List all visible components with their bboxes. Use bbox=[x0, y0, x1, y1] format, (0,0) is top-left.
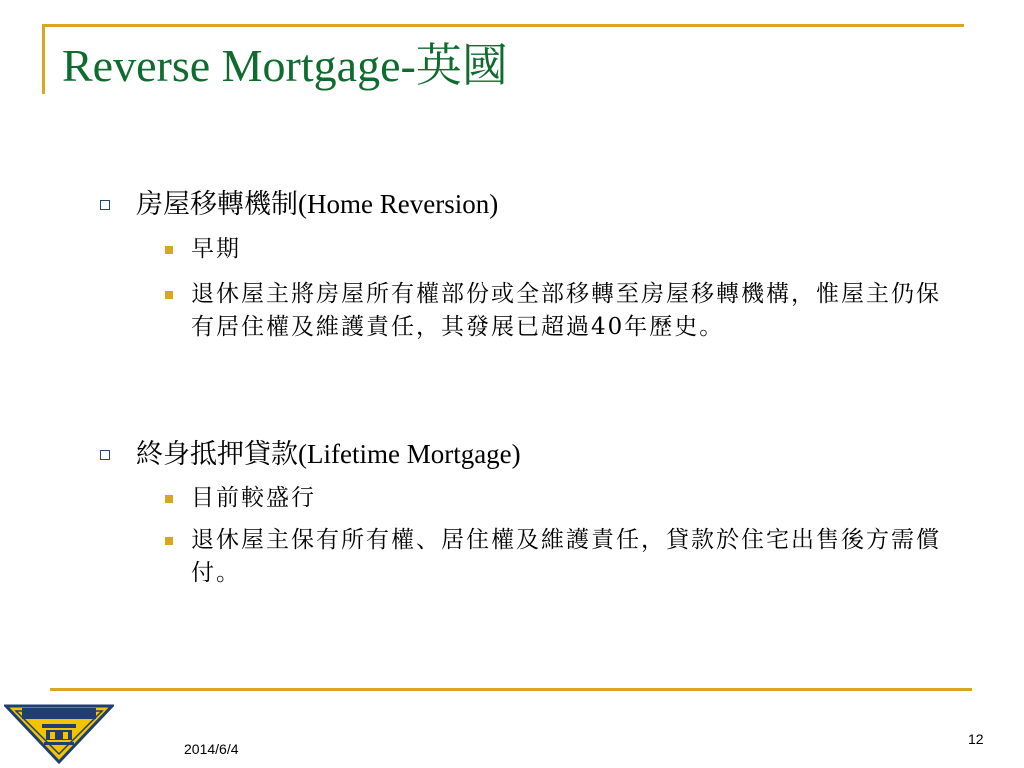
section-heading bbox=[136, 186, 498, 223]
section-heading-cjk: 終身抵押貸款 bbox=[136, 439, 298, 470]
section-home-reversion bbox=[100, 186, 498, 223]
top-border-line bbox=[42, 24, 964, 27]
bottom-border-line bbox=[50, 688, 972, 691]
hollow-square-icon bbox=[100, 450, 110, 460]
slide-title-latin: Reverse Mortgage- bbox=[62, 40, 416, 91]
left-border-line bbox=[42, 24, 45, 94]
list-item-text: 退休屋主將房屋所有權部份或全部移轉至房屋移轉機構，惟屋主仍保有居住權及維護責任，其發展已超過40年歷史。 bbox=[191, 281, 941, 340]
filled-square-icon bbox=[165, 291, 173, 299]
section-heading-latin: (Home Reversion) bbox=[298, 189, 499, 219]
list-item-text: 早期 bbox=[191, 236, 241, 262]
list-item bbox=[165, 233, 951, 266]
slide-date: 2014/6/4 bbox=[184, 741, 239, 757]
list-item-text: 退休屋主保有所有權、居住權及維護責任，貸款於住宅出售後方需償付。 bbox=[191, 527, 941, 586]
filled-square-icon bbox=[165, 495, 173, 503]
list-item bbox=[165, 278, 951, 344]
university-emblem-icon bbox=[4, 700, 114, 764]
section-heading-cjk: 房屋移轉機制 bbox=[136, 189, 298, 220]
list-item-text: 目前較盛行 bbox=[191, 485, 316, 511]
section-heading bbox=[136, 436, 521, 473]
filled-square-icon bbox=[165, 537, 173, 545]
slide-title-cjk: 英國 bbox=[415, 38, 508, 92]
slide-title bbox=[62, 40, 508, 92]
section-heading-latin: (Lifetime Mortgage) bbox=[298, 439, 521, 469]
section-lifetime-mortgage bbox=[100, 436, 521, 473]
list-item bbox=[165, 524, 951, 590]
hollow-square-icon bbox=[100, 200, 110, 210]
filled-square-icon bbox=[165, 246, 173, 254]
list-item bbox=[165, 482, 951, 515]
page-number: 12 bbox=[968, 731, 984, 747]
